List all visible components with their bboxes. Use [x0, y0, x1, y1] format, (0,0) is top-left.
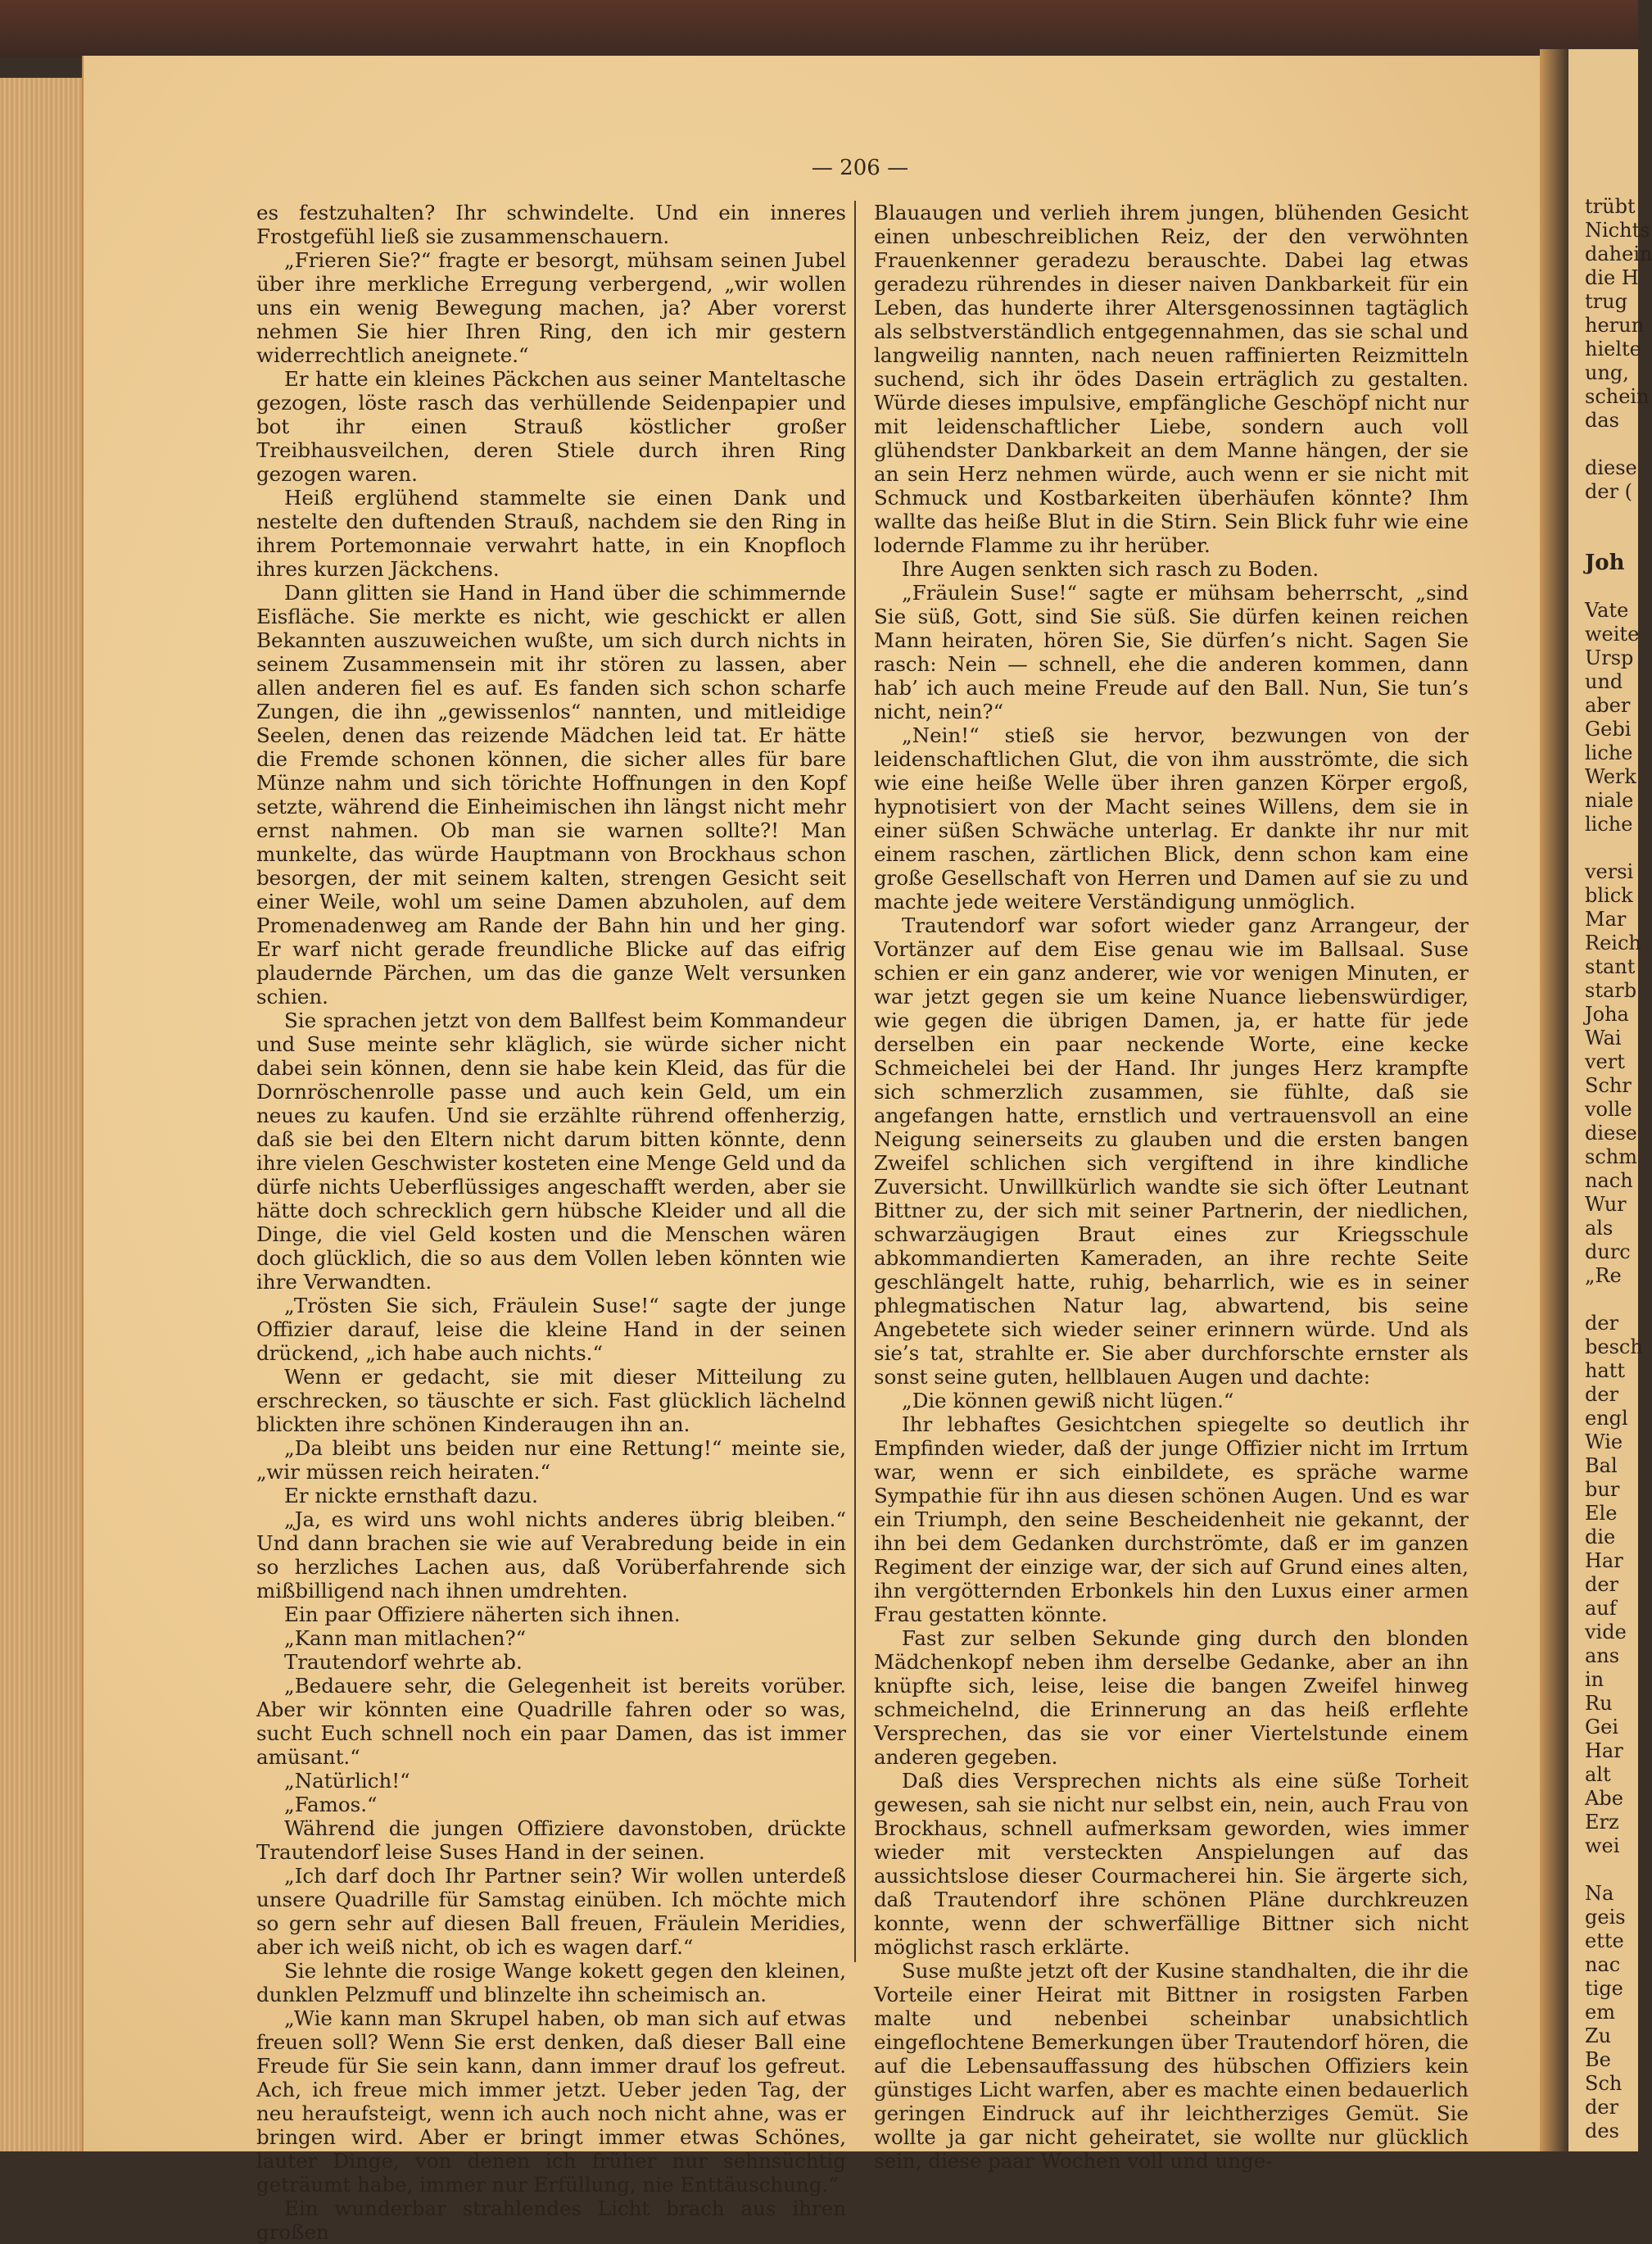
- facing-page-line: bur: [1585, 1478, 1620, 1501]
- facing-page-line: Erz: [1585, 1811, 1619, 1834]
- book-gutter: [1540, 49, 1573, 2151]
- facing-page-line: Abe: [1585, 1787, 1623, 1810]
- facing-page-line: Wie: [1585, 1430, 1623, 1453]
- facing-page-line: [1585, 1858, 1638, 1882]
- facing-page-line: ans: [1585, 1644, 1620, 1667]
- facing-page-line: schein: [1585, 385, 1650, 408]
- paragraph: „Bedauere sehr, die Gelegenheit ist bereits vorüber. Aber wir könnten eine Quadrille fahren oder so was, sucht Euch schnell noch ein paar Damen, das ist immer amüsant.“: [256, 1674, 846, 1769]
- paragraph: „Die können gewiß nicht lügen.“: [902, 1389, 1234, 1412]
- facing-page-line: blick: [1585, 884, 1633, 907]
- stacked-page-edges: [0, 78, 92, 2151]
- facing-page-line: Sch: [1585, 2072, 1623, 2095]
- facing-page-line: liche: [1585, 813, 1633, 836]
- paragraph: „Trösten Sie sich, Fräulein Suse!“ sagte der junge Offizier darauf, leise die kleine Hand in der seinen drückend, „ich habe auch nichts.“: [256, 1294, 846, 1365]
- facing-page-line: durc: [1585, 1240, 1631, 1263]
- facing-page-line: engl: [1585, 1407, 1628, 1430]
- facing-page-line: starb: [1585, 979, 1637, 1002]
- paragraph: „Nein!“ stieß sie hervor, bezwungen von der leidenschaftlichen Glut, die von ihm ausströmte, die sich wie eine heiße Welle über ihren ganzen Körper ergoß, hypnotisiert von der Macht seines Willens, dem sie in einer süßen Schwäche unterlag. Er dankte ihr nur mit einem raschen, zärtlichen Blick, denn schon kam eine große Gesellschaft von Herren und Damen auf sie zu und machte jede weitere Verständigung unmöglich.: [874, 723, 1469, 913]
- facing-page-line: hatt: [1585, 1359, 1626, 1382]
- facing-page-line: Gebi: [1585, 718, 1632, 741]
- facing-page-line: Reich: [1585, 932, 1641, 954]
- facing-page-line: tige: [1585, 1977, 1623, 2000]
- facing-page-line: ette: [1585, 1929, 1624, 1952]
- facing-page-line: vert: [1585, 1050, 1625, 1073]
- facing-page-line: hielte: [1585, 338, 1641, 360]
- paragraph: Trautendorf wehrte ab.: [284, 1650, 523, 1674]
- facing-page-line: em: [1585, 2001, 1615, 2024]
- facing-page-line: Joha: [1585, 1003, 1629, 1026]
- facing-page-line: auf: [1585, 1597, 1617, 1620]
- facing-page-line: [1585, 836, 1638, 860]
- facing-page-line: Schr: [1585, 1074, 1632, 1097]
- paragraph: Blauaugen und verlieh ihrem jungen, blühenden Gesicht einen unbeschreiblichen Reiz, der den verwöhnten Frauenkenner geradezu berauschte. Dabei lag etwas geradezu rührendes in dieser naiven Dankbarkeit für ein Leben, das hunderte ihrer Altersgenossinnen tagtäglich als selbstverständlich entgegennahmen, das sie schal und langweilig nannten, nach neuen raffinierten Reizmitteln suchend, sich ihr ödes Dasein erträglich zu gestalten. Würde dieses impulsive, empfängliche Geschöpf nicht nur mit leidenschaftlicher Liebe, sondern auch voll glühendster Dankbarkeit an dem Manne hängen, der sie an sein Herz nehmen würde, auch wenn er sie nicht mit Schmuck und Kostbarkeiten überhäufen könnte? Ihm wallte das heiße Blut in die Stirn. Sein Blick fuhr wie eine lodernde Flamme zu ihr herüber.: [874, 201, 1469, 557]
- facing-page-line: „Re: [1585, 1264, 1622, 1287]
- facing-page-line: nach: [1585, 1169, 1633, 1192]
- facing-page-line: Bal: [1585, 1454, 1618, 1477]
- facing-page-line: Na: [1585, 1882, 1614, 1905]
- facing-page-line: der (: [1585, 480, 1633, 503]
- facing-page-line: Ru: [1585, 1692, 1613, 1715]
- facing-page-line: diese: [1585, 456, 1637, 479]
- facing-page-line: Har: [1585, 1739, 1623, 1762]
- paragraph: Er nickte ernsthaft dazu.: [284, 1484, 538, 1507]
- paragraph: Ihr lebhaftes Gesichtchen spiegelte so deutlich ihr Empfinden wieder, daß der junge Offizier nicht im Irrtum war, wenn er sich einbildete, es spräche warme Sympathie für ihn aus diesen schönen Augen. Und es war ein Triumph, den seine Bescheidenheit nie gekannt, der ihn bei dem Gedanken durchströmte, daß er im ganzen Regiment der einzige war, der sich auf Grund eines alten, ihn vergötternden Erbonkels hin den Luxus einer armen Frau gestatten könnte.: [874, 1412, 1469, 1626]
- paragraph: Wenn er gedacht, sie mit dieser Mitteilung zu erschrecken, so täuschte er sich. Fast glücklich lächelnd blickten ihre schönen Kinderaugen ihn an.: [256, 1365, 846, 1436]
- paragraph: „Frieren Sie?“ fragte er besorgt, mühsam seinen Jubel über ihre merkliche Erregung verbergend, „wir wollen uns ein wenig Bewegung machen, ja? Aber vorerst nehmen Sie hier Ihren Ring, den ich mir gestern widerrechtlich aneignete.“: [256, 248, 846, 367]
- facing-page-line: Be: [1585, 2048, 1611, 2071]
- facing-page-line: Mar: [1585, 908, 1627, 931]
- facing-page-line: aber: [1585, 694, 1631, 717]
- facing-page-line: und: [1585, 670, 1623, 693]
- facing-page-line: geis: [1585, 1906, 1626, 1929]
- facing-page-line: volle: [1585, 1098, 1632, 1121]
- facing-page-line: Wai: [1585, 1027, 1622, 1049]
- facing-page-line: des: [1585, 2119, 1619, 2142]
- paragraph: „Fräulein Suse!“ sagte er mühsam beherrscht, „sind Sie süß, Gott, sind Sie süß. Sie dürfen keinen reichen Mann heiraten, hören Sie, Sie dürfen’s nicht. Sagen Sie rasch: Nein — schnell, ehe die anderen kommen, dann hab’ ich auch meine Freude auf den Ball. Nun, Sie tun’s nicht, nein?“: [874, 581, 1469, 723]
- facing-page-line: Vate: [1585, 599, 1629, 622]
- paragraph: „Natürlich!“: [284, 1769, 410, 1793]
- facing-page-line: schm: [1585, 1145, 1637, 1168]
- facing-page-line: dahein: [1585, 243, 1652, 265]
- facing-page-line: trug: [1585, 290, 1627, 313]
- paragraph: Fast zur selben Sekunde ging durch den blonden Mädchenkopf neben ihm derselbe Gedanke, aber an ihn knüpfte sich, leise, leise die bangen Zweifel hinweg schmeichelnd, die Erinnerung an das heiß erflehte Versprechen, das sie vor einer Viertelstunde einem anderen gegeben.: [874, 1626, 1469, 1769]
- left-text-column: [256, 201, 846, 2244]
- facing-page-fragment: [1568, 49, 1652, 2151]
- paragraph: Ein wunderbar strahlendes Licht brach aus ihren großen: [256, 2196, 846, 2244]
- paragraph: Sie sprachen jetzt von dem Ballfest beim Kommandeur und Suse meinte sehr kläglich, sie würde sicher nicht dabei sein können, denn sie habe kein Kleid, das für die Dornröschenrolle passe und auch kein Geld, um ein neues zu kaufen. Und sie erzählte rührend offenherzig, daß sie bei den Eltern nicht darum bitten könnte, denn ihre vielen Geschwister kosteten eine Menge Geld und da dürfe nichts Ueberflüssiges angeschafft werden, aber sie hätte doch schrecklich gern hübsche Kleider und all die Dinge, die viel Geld kosten und die Menschen wären doch glücklich, die so aus dem Vollen leben könnten wie ihre Verwandten.: [256, 1009, 846, 1294]
- facing-page-line: Har: [1585, 1549, 1623, 1572]
- paragraph: „Wie kann man Skrupel haben, ob man sich auf etwas freuen soll? Wenn Sie erst denken, daß dieser Ball eine Freude für Sie sein kann, dann immer drauf los gefreut. Ach, ich freue mich immer jetzt. Ueber jeden Tag, der neu heraufsteigt, wenn ich auch noch nicht ahne, was er bringen wird. Aber er bringt immer etwas Schönes, lauter Dinge, von denen ich früher nur sehnsüchtig geträumt habe, immer nur Erfüllung, nie Enttäuschung.“: [256, 2006, 846, 2196]
- facing-page-line: [1585, 504, 1638, 528]
- facing-page-line: herun: [1585, 314, 1645, 337]
- facing-page-line: nac: [1585, 1953, 1621, 1976]
- paragraph: „Famos.“: [284, 1793, 378, 1816]
- column-divider: [854, 201, 856, 1962]
- facing-page-line: weite: [1585, 623, 1640, 646]
- facing-page-line: stant: [1585, 955, 1636, 978]
- facing-page-line: besch: [1585, 1335, 1643, 1358]
- paragraph: Ein paar Offiziere näherten sich ihnen.: [284, 1603, 681, 1626]
- facing-page-line: ung,: [1585, 361, 1629, 384]
- facing-page-line: vide: [1585, 1621, 1627, 1643]
- facing-page-line: der: [1585, 1383, 1619, 1406]
- paragraph: Trautendorf war sofort wieder ganz Arrangeur, der Vortänzer auf dem Eise genau wie im Ballsaal. Suse schien er ein ganz anderer, wie vor wenigen Minuten, er war jetzt gegen sie um keine Nuance liebenswürdiger, wie gegen die übrigen Damen, ja, er hatte für jede derselben ein paar neckende Worte, eine kecke Schmeichelei bei der Hand. Ihr junges Herz krampfte sich schmerzlich zusammen, sie fühlte, daß sie angefangen hatte, ernstlich und vertrauensvoll an eine Neigung seinerseits zu glauben und die ersten bangen Zweifel schlichen sich vergiftend in ihre kindliche Zuversicht. Unwillkürlich wandte sie sich öfter Leutnant Bittner zu, der sich mit seiner Partnerin, der niedlichen, schwarzäugigen Braut eines zur Kriegsschule abkommandierten Kameraden, an ihre rechte Seite geschlängelt hatte, ruhig, beharrlich, wie es in seiner phlegmatischen Natur lag, abwartend, bis seine Angebetete sich wieder seiner erinnern würde. Und als sie’s tat, strahlte er. Sie aber durchforschte ernster als sonst seine guten, hellblauen Augen und dachte:: [874, 913, 1469, 1389]
- facing-page-line: liche: [1585, 741, 1633, 764]
- facing-page-line: Ele: [1585, 1502, 1618, 1525]
- facing-page-line: das: [1585, 409, 1619, 432]
- facing-page-line: der: [1585, 1573, 1619, 1596]
- facing-page-line: in: [1585, 1668, 1604, 1691]
- paragraph: Dann glitten sie Hand in Hand über die schimmernde Eisfläche. Sie merkte es nicht, wie geschickt er allen Bekannten auszuweichen wußte, um sich durch nichts in seinem Zusammensein mit ihr stören zu lassen, aber allen anderen fiel es auf. Es fanden sich schon scharfe Zungen, die ihn „gewissenlos“ nannten, und mitleidige Seelen, denen das reizende Mädchen leid tat. Er hätte die Fremde schonen können, die sicher alles für bare Münze nahm und sich törichte Hoffnungen in den Kopf setzte, während die Einheimischen ihn längst nicht mehr ernst nahmen. Ob man sie warnen sollte?! Man munkelte, das würde Hauptmann von Brockhaus schon besorgen, der mit seinem kalten, strengen Gesicht seit einer Weile, wohl um seine Damen abzuholen, auf dem Promenadenweg am Rande der Bahn hin und her ging. Er warf nicht gerade freundliche Blicke auf das eifrig plaudernde Pärchen, um das die ganze Welt versunken schien.: [256, 581, 846, 1009]
- paragraph: „Kann man mitlachen?“: [284, 1626, 527, 1650]
- paragraph: Ihre Augen senkten sich rasch zu Boden.: [902, 557, 1319, 581]
- facing-page-line: Nichts: [1585, 219, 1650, 242]
- paragraph: „Ich darf doch Ihr Partner sein? Wir wollen unterdeß unsere Quadrille für Samstag einüben. Ich möchte mich so gern sehr auf diesen Ball freuen, Fräulein Meridies, aber ich weiß nicht, ob ich es wagen darf.“: [256, 1864, 846, 1959]
- facing-page-line: die H: [1585, 266, 1639, 289]
- facing-page-line: die: [1585, 1525, 1616, 1548]
- facing-page-line: alt: [1585, 1763, 1611, 1786]
- facing-page-line: wei: [1585, 1834, 1620, 1857]
- facing-page-line: diese: [1585, 1122, 1637, 1145]
- facing-page-line: Gei: [1585, 1716, 1619, 1739]
- facing-page-line: versi: [1585, 860, 1634, 883]
- paragraph: „Da bleibt uns beiden nur eine Rettung!“ meinte sie, „wir müssen reich heiraten.“: [256, 1436, 846, 1484]
- paragraph: Während die jungen Offiziere davonstoben, drückte Trautendorf leise Suses Hand in der seinen.: [256, 1816, 846, 1864]
- page-number: — 206 —: [811, 156, 909, 180]
- facing-page-line: trübt: [1585, 195, 1636, 218]
- right-text-column: [874, 201, 1469, 2173]
- facing-page-line: [1585, 433, 1638, 456]
- facing-page-line: [1585, 1288, 1638, 1312]
- facing-page-line: als: [1585, 1217, 1614, 1240]
- paragraph: Suse mußte jetzt oft der Kusine standhalten, die ihr die Vorteile einer Heirat mit Bittner in rosigsten Farben malte und nebenbei scheinbar unabsichtlich eingeflochtene Bemerkungen über Trautendorf hören, die auf die Lebensauffassung des hübschen Offiziers kein günstiges Licht warfen, aber es machte einen bedauerlich geringen Eindruck auf ihr leichtherziges Gemüt. Sie wollte ja gar nicht geheiratet, sie wollte nur glücklich sein, diese paar Wochen voll und unge-: [874, 1959, 1469, 2173]
- paragraph: Daß dies Versprechen nichts als eine süße Torheit gewesen, sah sie nicht nur selbst ein, nein, auch Frau von Brockhaus, schnell aufmerksam geworden, wies immer wieder mit versteckten Anspielungen auf das aussichtslose dieser Courmacherei hin. Sie ärgerte sich, daß Trautendorf ihre schönen Pläne durchkreuzen konnte, wenn der schwerfällige Bittner sich nicht möglichst rasch erklärte.: [874, 1769, 1469, 1959]
- facing-page-line: Zu: [1585, 2024, 1612, 2047]
- facing-page-line: Wur: [1585, 1193, 1627, 1216]
- paragraph: Heiß erglühend stammelte sie einen Dank und nestelte den duftenden Strauß, nachdem sie den Ring in ihrem Portemonnaie verwahrt hatte, in ein Knopfloch ihres kurzen Jäckchens.: [256, 486, 846, 581]
- facing-page-line: der: [1585, 2096, 1619, 2119]
- facing-page-line: der: [1585, 1312, 1619, 1335]
- paragraph: Er hatte ein kleines Päckchen aus seiner Manteltasche gezogen, löste rasch das verhüllende Seidenpapier und bot ihr einen Strauß köstlicher großer Treibhausveilchen, deren Stiele durch ihren Ring gezogen waren.: [256, 367, 846, 486]
- paragraph: es festzuhalten? Ihr schwindelte. Und ein inneres Frostgefühl ließ sie zusammenschauern.: [256, 201, 846, 248]
- facing-page-line: Werk: [1585, 765, 1636, 788]
- paragraph: „Ja, es wird uns wohl nichts anderes übrig bleiben.“ Und dann brachen sie wie auf Verabredung beide in ein so herzliches Lachen aus, daß Vorüberfahrende sich mißbilligend nach ihnen umdrehten.: [256, 1507, 846, 1603]
- facing-page-line: [1585, 528, 1638, 551]
- facing-page-line: [1585, 575, 1638, 599]
- facing-page-line: Ursp: [1585, 646, 1634, 669]
- paragraph: Sie lehnte die rosige Wange kokett gegen den kleinen, dunklen Pelzmuff und blinzelte ihn scheimisch an.: [256, 1959, 846, 2006]
- book-cover-top-edge: [0, 0, 1638, 57]
- facing-page-line: Joh: [1585, 551, 1625, 575]
- facing-page-text: [1568, 49, 1652, 2143]
- facing-page-line: niale: [1585, 789, 1634, 812]
